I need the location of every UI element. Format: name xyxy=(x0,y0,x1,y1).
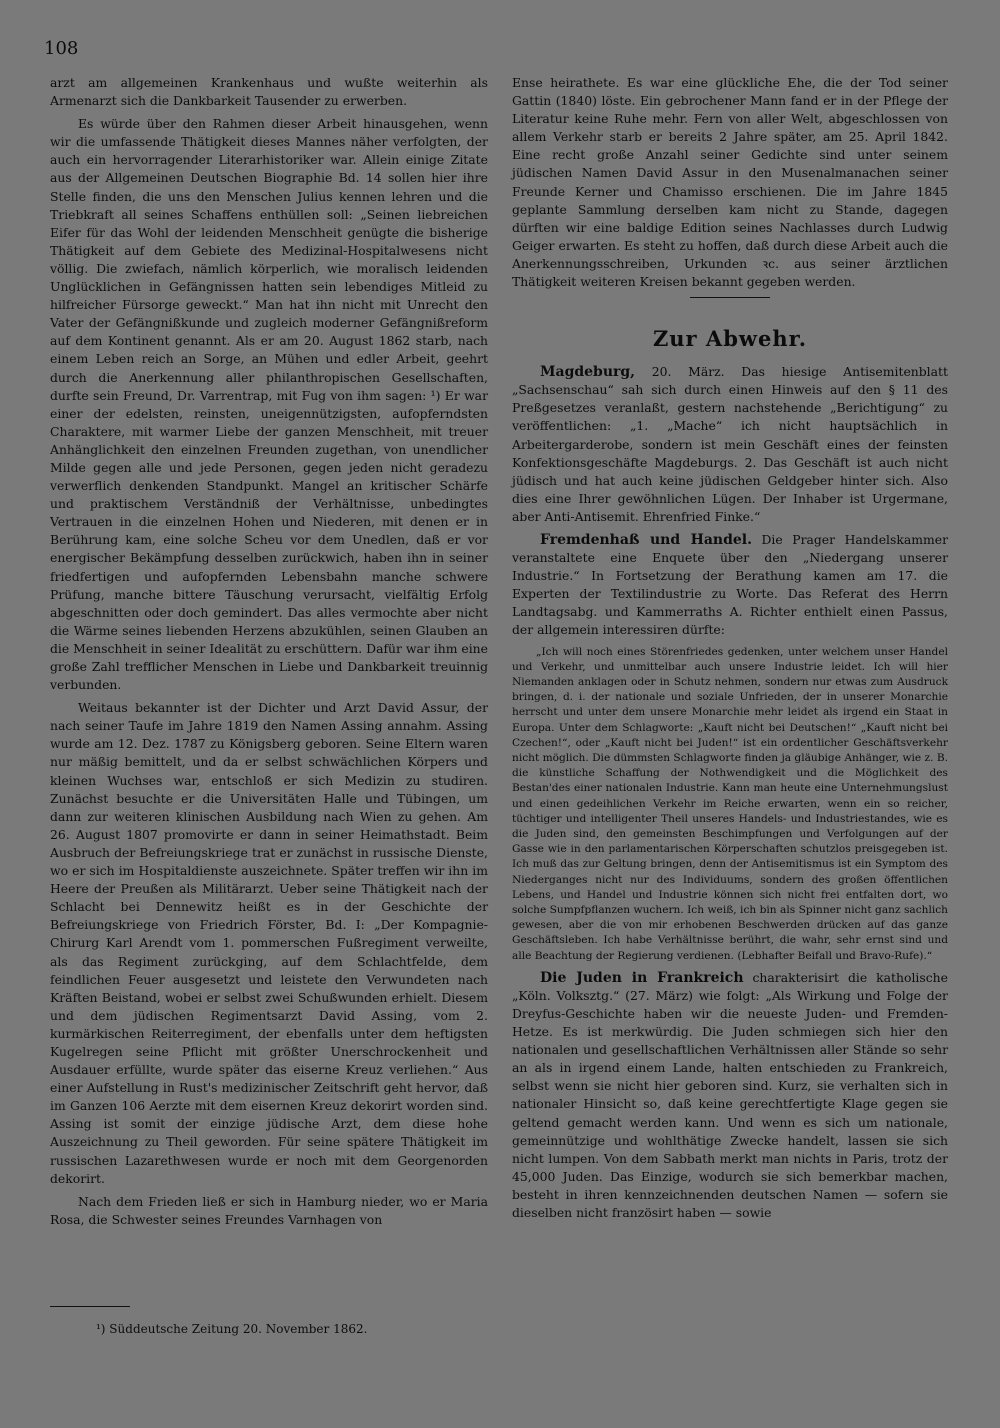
left-column xyxy=(50,74,488,1234)
article-text: charakterisirt die katholische „Köln. Volksztg.“ (27. März) wie folgt: „Als Wirkung und Folge der Dreyfus-Geschichte haben wir die neueste Juden- und Fremden-Hetze. Es ist merkwürdig. Die Juden schmiegen sich hier den nationalen und gesellschaftlichen Verhältnissen aller Stände so sehr an als in irgend einem Lande, halten entschieden zu Frankreich, selbst wenn sie nicht hier geboren sind. Kurz, sie verhalten sich in nationaler Hinsicht so, daß keine gerechtfertigte Klage gegen sie geltend gemacht werden kann. Und wenn es sich um nationale, gemeinnützige und wohlthätige Zwecke handelt, lassen sie sich nicht lumpen. Von dem Sabbath merkt man nichts in Paris, trotz der 45,000 Juden. Das Einzige, wodurch sie sich bemerkbar machen, besteht in ihren kennzeichnenden deutschen Namen — sofern sie dieselben nicht französirt haben — sowie xyxy=(512,969,948,1221)
paragraph: Nach dem Frieden ließ er sich in Hamburg nieder, wo er Maria Rosa, die Schwester seines Freundes Varnhagen von xyxy=(50,1193,488,1227)
article-heading: Fremdenhaß und Handel. xyxy=(540,531,752,548)
paragraph: Ense heirathete. Es war eine glückliche Ehe, die der Tod seiner Gattin (1840) löste. Ein gebrochener Mann fand er in der Pflege der Literatur keine Ruhe mehr. Fern von aller Welt, abgeschlossen von allem Verkehr starb er bereits 2 Jahre später, am 25. April 1842. Eine recht große Anzahl seiner Gedichte sind unter seinem jüdischen Namen David Assur in den Musenalmanachen seiner Freunde Kerner und Chamisso erschienen. Die im Jahre 1845 geplante Sammlung derselben kam nicht zu Stande, dagegen dürften wir eine baldige Edition seines Nachlasses durch Ludwig Geiger erwarten. Es steht zu hoffen, daß durch diese Arbeit auch die Anerkennungsschreiben, Urkunden ꝛc. aus seiner ärztlichen Thätigkeit weiteren Kreisen bekannt gegeben werden. xyxy=(512,75,948,290)
page-number: 108 xyxy=(44,38,79,59)
footnote: ¹) Süddeutsche Zeitung 20. November 1862. xyxy=(96,1322,368,1336)
article-text: 20. März. Das hiesige Antisemitenblatt „Sachsenschau“ sah sich durch einen Hinweis auf den § 11 des Preßgesetzes veranlaßt, gestern nachstehende „Berichtigung“ zu veröffentlichen: „1. „Mache“ ich nicht hauptsächlich in Arbeitergarderobe, sondern ist mein Geschäft eines der feinsten Konfektionsgeschäfte Magdeburgs. 2. Das Geschäft ist auch nicht jüdisch und hat auch keine jüdischen Geldgeber hinter sich. Also dies eine Ihrer gewöhnlichen Lügen. Der Inhaber ist Urgermane, aber Anti-Antisemit. Ehrenfried Finke.“ xyxy=(512,364,948,524)
paragraph: Es würde über den Rahmen dieser Arbeit hinausgehen, wenn wir die umfassende Thätigkeit dieses Mannes näher verfolgten, der auch ein hervorragender Literarhistoriker war. Allein einige Zitate aus der Allgemeinen Deutschen Biographie Bd. 14 sollen hier ihre Stelle finden, die uns den Menschen Julius kennen lehren und die Triebkraft all seines Schaffens enthüllen soll: „Seinen liebreichen Eifer für das Wohl der leidenden Menschheit genügte die bisherige Thätigkeit auf dem Gebiete des Medizinal-Hospitalwesens nicht völlig. Die zwiefach, nämlich körperlich, wie moralisch leidenden Unglücklichen in Gefängnissen hatten sein lebendiges Mitleid zu hilfreicher Fürsorge geweckt.“ Man hat ihn nicht mit Unrecht den Vater der Gefängnißkunde und zugleich moderner Gefängnißreform auf dem Kontinent genannt. Als er am 20. August 1862 starb, nach einem Leben reich an Sorge, an Mühen und edler Arbeit, geehrt durch die Anerkennung aller philanthropischen Gesellschaften, durfte sein Freund, Dr. Varrentrap, mit Fug von ihm sagen: ¹) Er war einer der edelsten, reinsten, uneigennützigsten, aufopferndsten Charaktere, mit warmer Liebe der ganzen Menschheit, mit treuer Anhänglichkeit den einzelnen Freunden zugethan, von unendlicher Milde gegen alle und jede Personen, gegen jeden nicht geradezu verwerflich denkenden Standpunkt. Mangel an kritischer Schärfe und praktischem Verständniß der Verhältnisse, unbedingtes Vertrauen in die einzelnen Hohen und Niederen, mit denen er in Berührung kam, eine solche Scheu vor dem Unedlen, daß er vor energischer Bekämpfung desselben zurückwich, haben ihn in seiner friedfertigen und aufopfernden Lebensbahn manche schwere Prüfung, manche bittere Täuschung verursacht, vielfältig Erfolg abgeschnitten oder doch gemindert. Das alles vermochte aber nicht die Wärme seines liebenden Herzens abzukühlen, seinen Glauben an die Menschheit in seiner Idealität zu erschüttern. Dafür war ihm eine große Zahl trefflicher Menschen in Liebe und Dankbarkeit treuinnig verbunden. xyxy=(50,116,488,693)
paragraph: Weitaus bekannter ist der Dichter und Arzt David Assur, der nach seiner Taufe im Jahre 1819 den Namen Assing annahm. Assing wurde am 12. Dez. 1787 zu Königsberg geboren. Seine Eltern waren nur mäßig bemittelt, und da er selbst schwächlichen Körpers und kleinen Wuchses war, entschloß er sich Medizin zu studiren. Zunächst besuchte er die Universitäten Halle und Tübingen, um dann zur weiteren klinischen Ausbildung nach Wien zu gehen. Am 26. August 1807 promovirte er dann in seiner Heimathstadt. Beim Ausbruch der Befreiungskriege trat er zunächst in russische Dienste, wo er sich im Hospitaldienste auszeichnete. Später treffen wir ihn im Heere der Preußen als Militärarzt. Ueber seine Thätigkeit nach der Schlacht bei Dennewitz heißt es in der Geschichte der Befreiungskriege von Friedrich Förster, Bd. I: „Der Kompagnie-Chirurg Karl Arendt vom 1. pommerschen Fußregiment verweilte, als das Regiment zurückging, auf dem Schlachtfelde, dem feindlichen Feuer ausgesetzt und leistete den Verwundeten nach Kräften Beistand, wobei er selbst zwei Schußwunden erhielt. Diesem und dem jüdischen Regimentsarzt David Assing, vom 2. kurmärkischen Reiterregiment, der ebenfalls unter dem heftigsten Kugelregen seine Pflicht mit größter Unerschrockenheit und Ausdauer erfüllte, wurde später das eiserne Kreuz verliehen.“ Aus einer Aufstellung in Rust's medizinischer Zeitschrift geht hervor, daß im Ganzen 106 Aerzte mit dem eisernen Kreuz dekorirt worden sind. Assing ist somit der einzige jüdische Arzt, dem diese hohe Auszeichnung zu Theil geworden. Für seine spätere Thätigkeit im russischen Lazarethwesen wurde er noch mit dem Georgenorden dekorirt. xyxy=(50,700,488,1186)
divider xyxy=(690,297,770,298)
article-heading: Magdeburg, xyxy=(540,364,636,381)
block-quote: „Ich will noch eines Störenfriedes gedenken, unter welchem unser Handel und Verkehr, und unmittelbar auch unsere Industrie leidet. Ich will hier Niemanden anklagen oder in Schutz nehmen, sondern nur etwas zum Ausdruck bringen, d. i. der nationale und soziale Unfrieden, der in unserer Monarchie herrscht und unter dem unsere Monarchie mehr leidet als irgend ein Staat in Europa. Unter dem Schlagworte: „Kauft nicht bei Deutschen!“ „Kauft nicht bei Czechen!“, oder „Kauft nicht bei Juden!“ ist ein ordentlicher Geschäftsverkehr nicht möglich. Die dümmsten Schlagworte finden ja gläubige Anhänger, wie z. B. die künstliche Schaffung der Nothwendigkeit und die Möglichkeit des Bestan'des einer nationalen Industrie. Kann man heute eine Unternehmungslust und einen gedeihlichen Verkehr im Reiche erwarten, wenn ein so reicher, tüchtiger und intelligenter Theil unseres Handels- und Industriestandes, wie es die Juden sind, den gemeinsten Beschimpfungen und Verfolgungen auf der Gasse wie in den parlamentarischen Körperschaften schutzlos preisgegeben ist. Ich muß das zur Geltung bringen, denn der Antisemitismus ist ein Symptom des Niederganges nicht nur des Individuums, sondern des großen öffentlichen Lebens, und Handel und Industrie können sich nicht frei entfalten dort, wo solche Sumpfpflanzen wuchern. Ich weiß, ich bin als Spinner nicht ganz sachlich gewesen, aber die von mir erhobenen Beschwerden drücken auf das ganze Geschäftsleben. Ich habe Verhältnisse berührt, die wahr, sehr ernst sind und alle Beachtung der Regierung verdienen. (Lebhafter Beifall und Bravo-Rufe).“ xyxy=(512,645,949,962)
article-juden-frankreich xyxy=(512,969,948,1222)
footnote-divider xyxy=(50,1306,130,1307)
article-text: Die Prager Handelskammer veranstaltete eine Enquete über den „Niedergang unserer Industrie.“ In Fortsetzung der Berathung kamen am 17. die Experten der Textilindustrie zu Worte. Das Referat des Herrn Landtagsabg. und Kammerraths A. Richter enthielt einen Passus, der allgemein interessiren dürfte: xyxy=(512,531,948,638)
article-fremdenhass xyxy=(512,531,948,640)
article-heading: Die Juden in Frankreich xyxy=(540,969,744,986)
paragraph: arzt am allgemeinen Krankenhaus und wußte weiterhin als Armenarzt sich die Dankbarkeit Tausender zu erwerben. xyxy=(50,75,488,109)
right-column xyxy=(512,74,948,1227)
section-title: Zur Abwehr. xyxy=(652,326,808,352)
article-magdeburg xyxy=(512,363,948,526)
